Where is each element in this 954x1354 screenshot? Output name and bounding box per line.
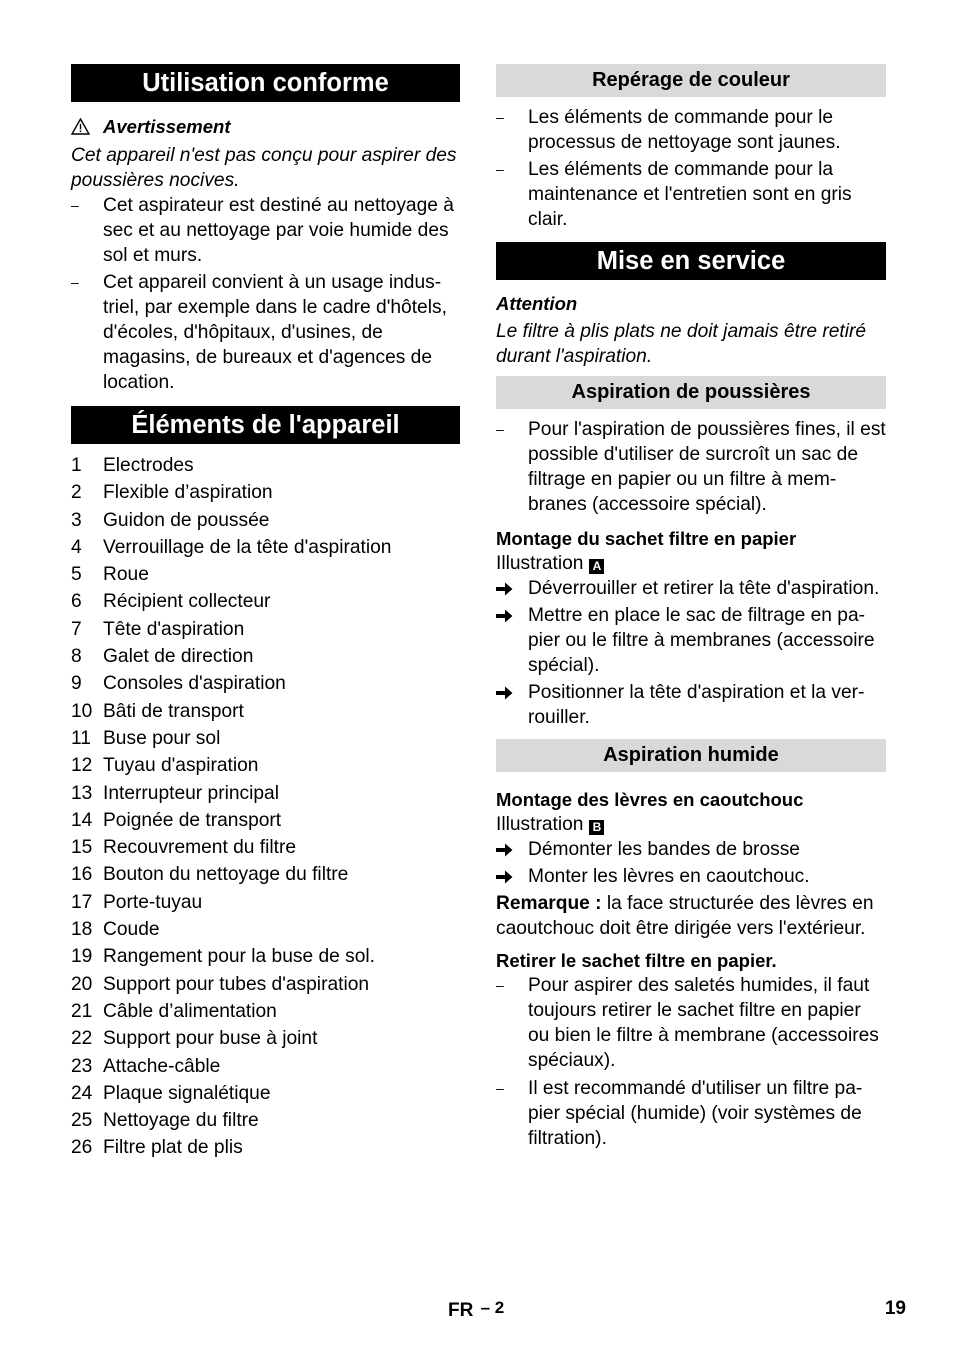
warning-triangle-icon xyxy=(71,118,103,135)
part-label: Interrupteur principal xyxy=(103,782,279,804)
step-text: Positionner la tête d'aspiration et la verrouiller. xyxy=(528,682,865,728)
step-text: Mettre en place le sac de filtrage en papier ou le filtre à membranes (accessoire spécial). xyxy=(528,605,875,676)
part-label: Plaque signalétique xyxy=(103,1082,271,1104)
arrow-right-icon xyxy=(496,837,528,862)
poussieres-item xyxy=(496,417,886,517)
part-number: 21 xyxy=(71,1000,93,1022)
part-item xyxy=(71,861,460,888)
part-item xyxy=(71,834,460,861)
step-text: Déverrouiller et retirer la tête d'aspiration. xyxy=(528,578,880,599)
heading-reperage-couleur: Repérage de couleur xyxy=(496,64,886,97)
figure-b-badge: B xyxy=(589,820,604,835)
heading-utilisation-conforme: Utilisation conforme xyxy=(71,64,460,102)
part-item xyxy=(71,1107,460,1134)
couleur-item xyxy=(496,105,886,155)
part-number: 26 xyxy=(71,1137,93,1159)
part-number: 2 xyxy=(71,482,82,504)
part-number: 5 xyxy=(71,564,82,586)
arrow-right-icon xyxy=(496,680,528,705)
dash-bullet: – xyxy=(71,274,79,290)
part-label: Support pour tubes d'aspiration xyxy=(103,973,370,995)
remarque-label: Remarque : xyxy=(496,893,602,914)
dash-bullet: – xyxy=(496,109,504,125)
warning-heading xyxy=(71,114,460,139)
part-item xyxy=(71,670,460,697)
part-number: 4 xyxy=(71,536,82,558)
part-item xyxy=(71,452,460,479)
right-column xyxy=(496,64,886,1151)
illustration-a xyxy=(496,551,886,576)
step-text: Démonter les bandes de brosse xyxy=(528,839,800,860)
step-item xyxy=(496,680,886,730)
part-number: 23 xyxy=(71,1055,93,1077)
arrow-right-icon xyxy=(496,603,528,628)
warning-title: Avertissement xyxy=(103,116,231,137)
couleur-item-text: Les éléments de commande pour la maintenance et l'entretien sont en gris clair. xyxy=(528,159,852,230)
part-number: 22 xyxy=(71,1028,93,1050)
part-item xyxy=(71,1134,460,1161)
part-label: Guidon de poussée xyxy=(103,509,270,531)
couleur-item xyxy=(496,157,886,232)
part-label: Buse pour sol xyxy=(103,727,221,749)
illustration-b xyxy=(496,812,886,837)
part-label: Récipient collecteur xyxy=(103,591,271,613)
part-label: Bâti de transport xyxy=(103,700,244,722)
illustration-label: Illustration xyxy=(496,814,584,835)
part-number: 25 xyxy=(71,1110,93,1132)
part-item xyxy=(71,752,460,779)
part-item xyxy=(71,725,460,752)
part-label: Bouton du nettoyage du filtre xyxy=(103,864,349,886)
part-number: 18 xyxy=(71,919,93,941)
remarque xyxy=(496,891,886,941)
heading-mise-en-service: Mise en service xyxy=(496,242,886,280)
attention-title: Attention xyxy=(496,293,578,314)
part-label: Verrouillage de la tête d'aspiration xyxy=(103,536,392,558)
footer-language xyxy=(448,1298,504,1322)
couleur-item-text: Les éléments de commande pour le processus de nettoyage sont jaunes. xyxy=(528,107,841,153)
part-number: 1 xyxy=(71,455,82,476)
part-item xyxy=(71,507,460,534)
parts-list xyxy=(71,452,460,1162)
part-item xyxy=(71,616,460,643)
part-label: Coude xyxy=(103,919,160,941)
part-number: 10 xyxy=(71,700,93,722)
heading-aspiration-poussieres: Aspiration de poussières xyxy=(496,376,886,409)
part-item xyxy=(71,1025,460,1052)
part-number: 6 xyxy=(71,591,82,613)
montage-sachet-title: Montage du sachet filtre en papier xyxy=(496,528,797,549)
dash-bullet: – xyxy=(496,1080,504,1096)
part-number: 3 xyxy=(71,509,82,531)
arrow-right-icon xyxy=(496,864,528,889)
retirer-item-text: Il est recommandé d'utiliser un filtre papier spécial (humide) (voir systèmes de filtration). xyxy=(528,1078,863,1149)
step-item xyxy=(496,603,886,678)
part-number: 7 xyxy=(71,618,82,640)
part-number: 14 xyxy=(71,809,93,831)
remarque-text: la face structurée des lèvres en caoutchouc doit être dirigée vers l'extérieur. xyxy=(496,893,874,939)
part-number: 17 xyxy=(71,891,93,913)
part-item xyxy=(71,534,460,561)
part-label: Rangement pour la buse de sol. xyxy=(103,946,375,968)
part-number: 15 xyxy=(71,837,93,859)
part-item xyxy=(71,780,460,807)
dash-bullet: – xyxy=(496,161,504,177)
part-item xyxy=(71,1080,460,1107)
step-item xyxy=(496,864,886,889)
left-column xyxy=(71,64,460,1162)
part-label: Nettoyage du filtre xyxy=(103,1110,259,1132)
heading-aspiration-humide: Aspiration humide xyxy=(496,739,886,772)
part-label: Câble d’alimentation xyxy=(103,1000,277,1022)
illustration-label: Illustration xyxy=(496,553,584,574)
part-item xyxy=(71,561,460,588)
use-item-text: Cet aspirateur est destiné au nettoyage à sec et au nettoyage par voie humide des sol et murs. xyxy=(103,195,454,266)
part-label: Attache-câble xyxy=(103,1055,221,1077)
part-label: Roue xyxy=(103,564,149,586)
part-label: Recouvrement du filtre xyxy=(103,837,297,859)
dash-bullet: – xyxy=(71,197,79,213)
part-number: 11 xyxy=(71,727,91,749)
use-item xyxy=(71,270,460,395)
part-item xyxy=(71,588,460,615)
dash-bullet: – xyxy=(496,421,504,437)
part-number: 20 xyxy=(71,973,93,995)
part-number: 12 xyxy=(71,755,93,777)
part-item xyxy=(71,943,460,970)
sachet-steps xyxy=(496,576,886,730)
montage-levres-title: Montage des lèvres en caoutchouc xyxy=(496,789,804,810)
part-number: 19 xyxy=(71,946,93,968)
retirer-title: Retirer le sachet filtre en papier. xyxy=(496,950,777,971)
part-item xyxy=(71,971,460,998)
use-item-text: Cet appareil convient à un usage industriel, par exemple dans le cadre d'hôtels, d'écoles, d'hôpitaux, d'usines, de magasins, de bureaux et d'agences de location. xyxy=(103,272,447,393)
footer-sub-page: – 2 xyxy=(480,1298,505,1317)
use-item xyxy=(71,193,460,268)
part-label: Galet de direction xyxy=(103,646,254,668)
part-label: Consoles d'aspiration xyxy=(103,673,286,695)
step-text: Monter les lèvres en caoutchouc. xyxy=(528,866,810,887)
part-label: Tête d'aspiration xyxy=(103,618,245,640)
part-label: Tuyau d'aspiration xyxy=(103,755,259,777)
part-number: 9 xyxy=(71,673,82,695)
part-number: 16 xyxy=(71,864,93,886)
part-item xyxy=(71,807,460,834)
part-label: Porte-tuyau xyxy=(103,891,203,913)
part-item xyxy=(71,889,460,916)
levres-steps xyxy=(496,837,886,889)
part-item xyxy=(71,643,460,670)
step-item xyxy=(496,837,886,862)
part-item xyxy=(71,479,460,506)
footer-lang-code: FR xyxy=(448,1300,474,1321)
part-label: Electrodes xyxy=(103,455,194,476)
heading-elements-appareil: Éléments de l'appareil xyxy=(71,406,460,444)
part-label: Flexible d’aspiration xyxy=(103,482,273,504)
arrow-right-icon xyxy=(496,576,528,601)
part-number: 24 xyxy=(71,1082,93,1104)
part-item xyxy=(71,916,460,943)
poussieres-item-text: Pour l'aspiration de poussières fines, il est possible d'utiliser de surcroît un sac de filtrage en papier ou un filtre à membranes (accessoire spécial). xyxy=(528,419,886,515)
part-item xyxy=(71,698,460,725)
figure-a-badge: A xyxy=(589,559,604,574)
page-number: 19 xyxy=(884,1298,906,1319)
part-number: 8 xyxy=(71,646,82,668)
retirer-item-text: Pour aspirer des saletés humides, il faut toujours retirer le sachet filtre en papier ou bien le filtre à membrane (accessoires spéciaux). xyxy=(528,975,879,1071)
part-item xyxy=(71,998,460,1025)
step-item xyxy=(496,576,886,601)
retirer-item xyxy=(496,1076,886,1151)
part-label: Filtre plat de plis xyxy=(103,1137,243,1159)
retirer-item xyxy=(496,973,886,1073)
warning-text: Cet appareil n'est pas conçu pour aspirer des poussières nocives. xyxy=(71,145,457,191)
dash-bullet: – xyxy=(496,977,504,993)
part-number: 13 xyxy=(71,782,93,804)
part-label: Support pour buse à joint xyxy=(103,1028,318,1050)
part-item xyxy=(71,1053,460,1080)
part-label: Poignée de transport xyxy=(103,809,282,831)
attention-text: Le filtre à plis plats ne doit jamais être retiré durant l'aspiration. xyxy=(496,321,867,367)
